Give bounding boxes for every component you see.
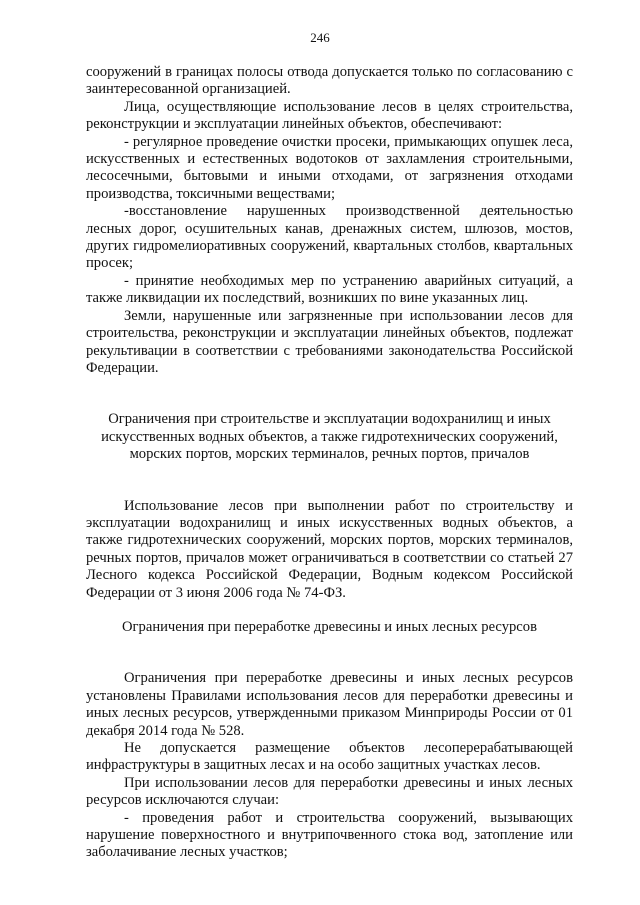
spacer [86, 394, 573, 411]
paragraph: При использовании лесов для переработки древесины и иных лесных ресурсов исключаются случаи: [86, 774, 573, 809]
heading-line: Ограничения при строительстве и эксплуатации водохранилищ и иных [108, 411, 551, 428]
spacer [86, 377, 573, 394]
paragraph: Лица, осуществляющие использование лесов в целях строительства, реконструкции и эксплуатации линейных объектов, обеспечивают: [86, 98, 573, 133]
heading-line: морских портов, морских терминалов, речных портов, причалов [129, 446, 530, 463]
paragraph: Использование лесов при выполнении работ по строительству и эксплуатации водохранилищ и иных искусственных водных объектов, а также гидротехнических сооружений, морских портов, морских терминалов, речных портов, причалов может ограничиваться в соответствии со статьей 27 Лесного кодекса Российской Федерации, Водным кодексом Российской Федерации от 3 июня 2006 года № 74-ФЗ. [86, 497, 573, 601]
section-heading [86, 411, 573, 463]
spacer [86, 464, 573, 481]
paragraph: Земли, нарушенные или загрязненные при использовании лесов для строительства, реконструкции и эксплуатации линейных объектов, подлежат рекультивации в соответствии с требованиями законодательства Российской Федерации. [86, 307, 573, 376]
heading-line: Ограничения при переработке древесины и иных лесных ресурсов [122, 618, 537, 635]
section-heading [86, 619, 573, 636]
paragraph: - проведения работ и строительства сооружений, вызывающих нарушение поверхностного и внутрипочвенного стока вод, затопление или заболачивание лесных участков; [86, 809, 573, 861]
paragraph: Ограничения при переработке древесины и иных лесных ресурсов установлены Правилами использования лесов для переработки древесины и иных лесных ресурсов, утвержденными приказом Минприроды России от 01 декабря 2014 года № 528. [86, 670, 573, 739]
spacer [86, 602, 573, 619]
paragraph: сооружений в границах полосы отвода допускается только по согласованию с заинтересованной организацией. [86, 64, 573, 98]
paragraph: Не допускается размещение объектов лесоперерабатывающей инфраструктуры в защитных лесах и на особо защитных участках лесов. [86, 740, 573, 774]
paragraph: - регулярное проведение очистки просеки, примыкающих опушек леса, искусственных и естественных водотоков от захламления строительными, лесосечными, бытовыми и иными отходами, от загрязнения отходами производства, токсичными веществами; [86, 133, 573, 202]
spacer [86, 481, 573, 498]
page-number: 246 [310, 30, 330, 45]
spacer [86, 653, 573, 670]
spacer [86, 636, 573, 653]
paragraph: - принятие необходимых мер по устранению аварийных ситуаций, а также ликвидации их последствий, возникших по вине указанных лиц. [86, 272, 573, 307]
page-body [86, 64, 573, 862]
paragraph: -восстановление нарушенных производственной деятельностью лесных дорог, осушительных канав, дренажных систем, шлюзов, мостов, других гидромелиоративных сооружений, квартальных столбов, квартальных просек; [86, 203, 573, 272]
heading-line: искусственных водных объектов, а также гидротехнических сооружений, [101, 428, 558, 445]
